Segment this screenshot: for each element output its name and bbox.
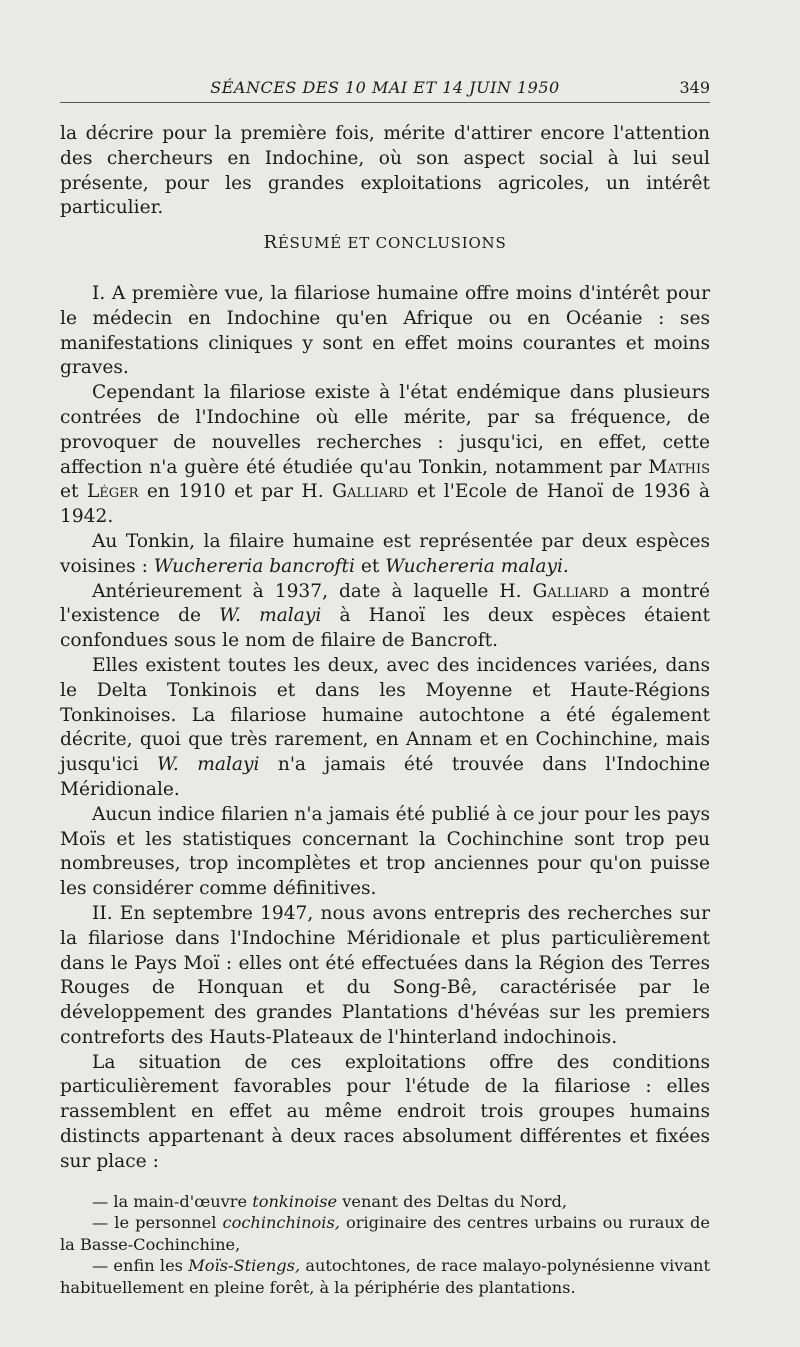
paragraph-2: Cependant la filariose existe à l'état endémique dans plusieurs contrées de l'Indochine où elle mérite, par sa fréquence, de provoquer de nouvelles recherches : jusqu'ici, en effet, cette affection n'a guère été étudiée qu'au Tonkin, notamment par Mathis et Léger en 1910 et par H. Galliard et l'Ecole de Hanoï de 1936 à 1942. <box>60 382 710 528</box>
group-list <box>60 1191 710 1299</box>
section-heading: RÉSUMÉ ET CONCLUSIONS <box>263 232 507 254</box>
species-name: W. malayi <box>157 754 260 776</box>
species-name: W. malayi <box>219 605 322 627</box>
author-galliard: Galliard <box>532 580 609 602</box>
author-galliard: Galliard <box>332 481 409 503</box>
running-title: SÉANCES DES 10 MAI ET 14 JUIN 1950 <box>210 78 560 97</box>
list-item: — enfin les Moïs-Stiengs, autochtones, de race malayo-polynésienne vivant habituellement en pleine forêt, à la périphérie des plantations. <box>60 1256 710 1297</box>
paragraph-6: Aucun indice filarien n'a jamais été publié à ce jour pour les pays Moïs et les statistiques concernant la Cochinchine sont trop peu nombreuses, trop incomplètes et trop anciennes pour qu'on puisse les considérer comme définitives. <box>60 803 710 900</box>
species-name: Wuchereria bancrofti <box>153 555 355 577</box>
author-leger: Léger <box>86 481 139 503</box>
list-item: — le personnel cochinchinois, originaire des centres urbains ou ruraux de la Basse-Cochinchine, <box>60 1213 710 1254</box>
paragraph-7: II. En septembre 1947, nous avons entrepris des recherches sur la filariose dans l'Indochine Méridionale et plus particulièrement dans le Pays Moï : elles ont été effectuées dans la Région des Terres Rouges de Honquan et du Song-Bê, caractérisée par le développement des grandes Plantations d'hévéas sur les premiers contreforts des Hauts-Plateaux de l'hinterland indochinois. <box>60 902 710 1048</box>
paragraph-8: La situation de ces exploitations offre des conditions particulièrement favorables pour l'étude de la filariose : elles rassemblent en effet au même endroit trois groupes humains distincts appartenant à deux races absolument différentes et fixées sur place : <box>60 1051 710 1172</box>
body-text <box>60 122 710 1298</box>
species-name: Wuchereria malayi. <box>385 555 569 577</box>
paragraph-1: I. A première vue, la filariose humaine offre moins d'intérêt pour le médecin en Indochine qu'en Afrique ou en Océanie : ses manifestations cliniques y sont en effet moins courantes et moins graves. <box>60 282 710 379</box>
paragraph-4: Antérieurement à 1937, date à laquelle H. Galliard a montré l'existence de W. malayi à Hanoï les deux espèces étaient confondues sous le nom de filaire de Bancroft. <box>60 580 711 652</box>
paragraph-3: Au Tonkin, la filaire humaine est représentée par deux espèces voisines : Wuchereria bancrofti et Wuchereria malayi. <box>60 530 710 577</box>
author-mathis: Mathis <box>648 456 710 478</box>
paragraph-5: Elles existent toutes les deux, avec des incidences variées, dans le Delta Tonkinois et dans les Moyenne et Haute-Régions Tonkinoises. La filariose humaine autochtone a été également décrite, quoi que très rarement, en Annam et en Cochinchine, mais jusqu'ici W. malayi n'a jamais été trouvée dans l'Indochine Méridionale. <box>60 654 710 800</box>
page-number: 349 <box>679 78 710 97</box>
page-header <box>60 76 710 103</box>
list-item: — la main-d'œuvre tonkinoise venant des Deltas du Nord, <box>92 1191 567 1211</box>
paragraph-continuation: la décrire pour la première fois, mérite d'attirer encore l'attention des chercheurs en Indochine, où son aspect social à lui seul présente, pour les grandes exploitations agricoles, un intérêt particulier. <box>60 123 710 219</box>
